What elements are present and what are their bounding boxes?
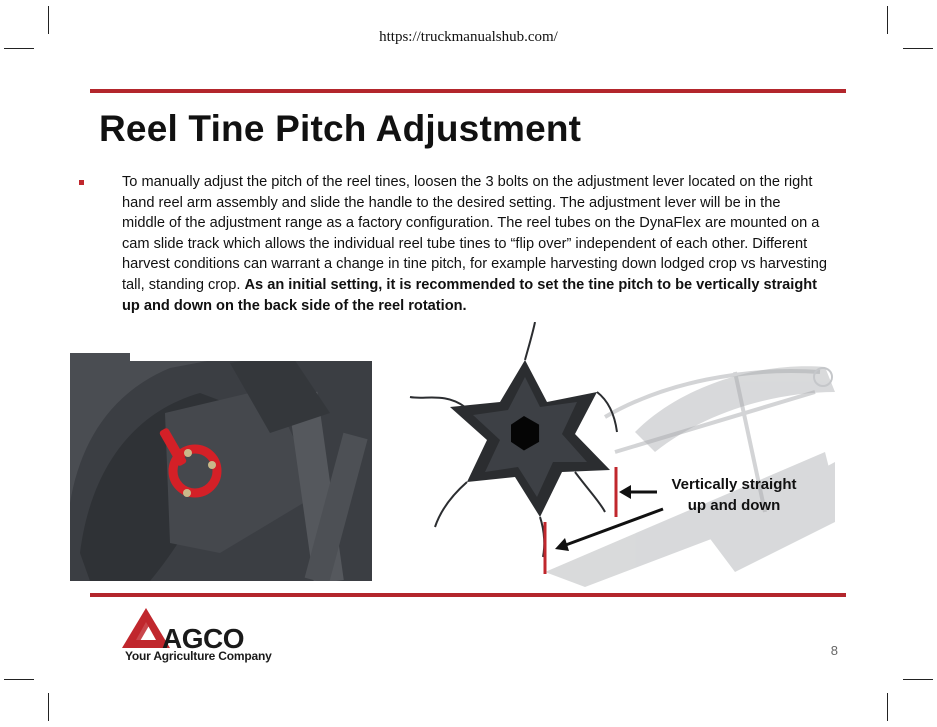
page-number: 8 [830,643,838,658]
callout-label: Vertically straight up and down [671,476,797,514]
reel-arm-lever-photo [70,353,372,581]
reel-star [410,322,617,557]
crop-mark [48,693,49,721]
bullet-square-icon [79,180,84,185]
bottom-rule [90,593,846,597]
source-url[interactable]: https://truckmanualshub.com/ [379,29,558,45]
crop-mark [903,48,933,49]
top-rule [90,89,846,93]
crop-mark [903,679,933,680]
page-title: Reel Tine Pitch Adjustment [99,108,582,149]
crop-mark [4,48,34,49]
body-text-regular: To manually adjust the pitch of the reel tines, loosen the 3 bolts on the adjustment lever located on the right hand reel arm assembly and slide the handle to the desired setting. The adjustment lever will be in the middle of the adjustment range as a factory configuration. The reel tubes on the DynaFlex are mounted on a cam slide track which allows the individual reel tube tines to “flip over” independent of each other. Different harvest conditions can warrant a change in tine pitch, for example harvesting down lodged crop vs harvesting tall, standing crop. [122,174,827,293]
crop-mark [4,679,34,680]
logo-tagline: Your Agriculture Company [125,649,272,663]
body-text-bold: As an initial setting, it is recommended to set the tine pitch to be vertically straight up and down on the back side of the reel rotation. [122,276,818,314]
logo-brand: AGCO [162,623,244,654]
crop-mark [887,693,888,721]
body-text [122,172,827,316]
reel-tine-pitch-diagram [405,322,840,590]
agco-logo [122,605,272,667]
arrow-left-icon [619,485,657,499]
